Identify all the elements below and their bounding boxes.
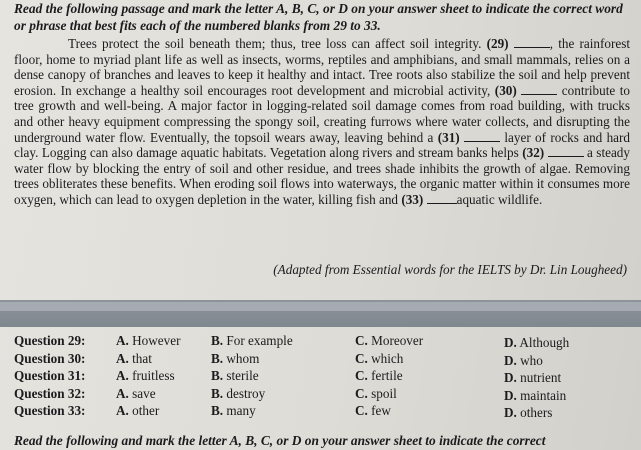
- option-31-a[interactable]: A. fruitless: [116, 368, 175, 383]
- blank-31[interactable]: [464, 131, 500, 142]
- divider-band: [0, 300, 641, 327]
- reading-passage: [14, 36, 630, 208]
- instructions: Read the following passage and mark the letter A, B, C, or D on your answer sheet to indicate the correct word or phrase that best fits each of the numbered blanks from 29 to 33.: [14, 1, 623, 33]
- option-29-c[interactable]: C. Moreover: [355, 333, 424, 348]
- option-30-d[interactable]: D. who: [504, 352, 543, 368]
- option-29-a[interactable]: A. However: [116, 333, 181, 348]
- divider-line: [0, 302, 641, 311]
- blank-33[interactable]: [427, 193, 457, 204]
- question-32: [14, 386, 634, 404]
- blank-number-30: (30): [494, 82, 517, 98]
- passage-segment-4: layer of rocks and hard clay. Logging can also damage aquatic habitats. Vegetation along rivers and stream banks helps: [14, 129, 631, 161]
- passage-paragraph: [14, 36, 630, 208]
- passage-segment-1: Trees protect the soil beneath them; thus, tree loss can affect soil integrity.: [68, 36, 487, 51]
- question-31: [14, 368, 634, 386]
- option-32-d[interactable]: D. maintain: [504, 387, 567, 403]
- question-30: [14, 351, 634, 369]
- option-30-c[interactable]: C. which: [355, 350, 404, 366]
- source-citation: (Adapted from Essential words for the IELTS by Dr. Lin Lougheed): [273, 262, 627, 277]
- option-33-c[interactable]: C. few: [355, 403, 391, 418]
- question-label: Question 29:: [14, 333, 86, 348]
- option-32-c[interactable]: C. spoil: [355, 385, 397, 401]
- blank-30[interactable]: [521, 84, 557, 95]
- blank-29[interactable]: [514, 37, 550, 48]
- passage-segment-5: a steady water flow by blocking the entry of soil and other residue, and trees shade inhibits the growth of algae. Removing trees obliterates these benefits. When eroding soil flows into waterways, the organic matter within it consumes more oxygen, which can lead to oxygen depletion in the water, killing fish and: [14, 145, 630, 207]
- option-31-b[interactable]: B. sterile: [211, 368, 259, 383]
- option-30-b[interactable]: B. whom: [211, 350, 260, 366]
- option-33-a[interactable]: A. other: [116, 403, 160, 418]
- question-label: Question 31:: [14, 368, 86, 383]
- blank-number-31: (31): [437, 129, 460, 145]
- question-29: [14, 333, 634, 351]
- passage-segment-3: contribute to tree growth and well-being. A major factor in logging-related soil damage comes from road building, with trucks and other heavy equipment compressing the spongy soil, creating furrows where water collects, and disrupting the underground water flow. Eventually, the topsoil wears away, leaving behind a: [14, 82, 630, 145]
- passage-segment-2: , the rainforest floor, home to myriad plant life as well as insects, worms, reptiles and amphibians, and small mammals, relies on a dense canopy of branches and leaves to keep it healthy and intact. Tree roots also stabilize the soil and help prevent erosion. In exchange a healthy soil encourages root development and microbial activity,: [14, 36, 630, 98]
- option-29-d[interactable]: D. Although: [504, 335, 570, 350]
- blank-number-29: (29): [486, 36, 509, 51]
- passage-segment-6: aquatic wildlife.: [456, 191, 543, 207]
- option-30-a[interactable]: A. that: [116, 350, 152, 366]
- question-label: Question 33:: [14, 403, 86, 418]
- question-label: Question 30:: [14, 350, 86, 366]
- option-32-a[interactable]: A. save: [116, 385, 156, 401]
- next-section-instructions: Read the following and mark the letter A, B, C, or D on your answer sheet to indicate the correct: [14, 433, 546, 448]
- option-31-c[interactable]: C. fertile: [355, 368, 403, 383]
- blank-32[interactable]: [548, 146, 584, 157]
- question-label: Question 32:: [14, 385, 86, 401]
- blank-number-32: (32): [522, 145, 545, 161]
- option-29-b[interactable]: B. For example: [211, 333, 293, 348]
- option-33-d[interactable]: D. others: [504, 405, 553, 420]
- question-33: [14, 403, 634, 421]
- option-31-d[interactable]: D. nutrient: [504, 370, 562, 385]
- blank-number-33: (33): [401, 191, 424, 207]
- answer-options: [14, 333, 634, 421]
- option-33-b[interactable]: B. many: [211, 403, 256, 418]
- option-32-b[interactable]: B. destroy: [211, 385, 266, 401]
